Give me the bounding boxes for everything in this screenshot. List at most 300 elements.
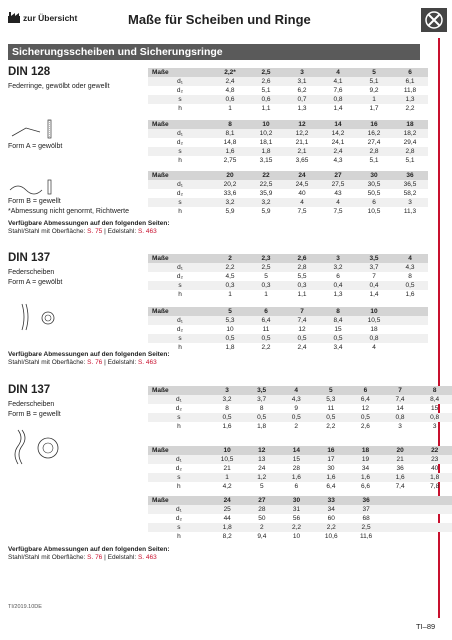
- spec-table: [148, 254, 428, 299]
- value-cell: 2: [245, 523, 280, 532]
- row-label-cell: h: [177, 423, 181, 430]
- value-cell: 5,1: [369, 157, 379, 164]
- steel-page-link[interactable]: S. 76: [87, 554, 103, 561]
- section-title: Sicherungsscheiben und Sicherungsringe: [8, 44, 420, 60]
- header-size-cell: 36: [349, 496, 384, 505]
- value-cell: 0,5: [212, 334, 248, 343]
- value-cell: 6,4: [326, 483, 336, 490]
- row-label-cell: d₂: [175, 465, 182, 472]
- value-cell: 5,9: [225, 208, 235, 215]
- row-label-cell: s: [148, 281, 212, 290]
- value-cell: 0,5: [348, 413, 383, 422]
- value-cell: 6: [336, 273, 340, 280]
- value-cell: 1,6: [314, 473, 349, 482]
- value-cell: 22,5: [248, 180, 284, 189]
- header-size-cell: 6: [392, 68, 428, 77]
- header-size-cell: 12: [284, 120, 320, 129]
- value-cell: 11,8: [403, 87, 417, 94]
- table-row: [148, 129, 428, 138]
- din-number: DIN 128: [8, 66, 51, 78]
- table-row: [148, 104, 428, 113]
- header-size-cell: 4: [392, 254, 428, 263]
- header-size-cell: 30: [279, 496, 314, 505]
- value-cell: 24,1: [331, 139, 345, 146]
- table-row: [148, 147, 428, 156]
- value-cell: 1,6: [222, 423, 232, 430]
- value-cell: 6,4: [348, 395, 383, 404]
- value-cell: 18,1: [259, 139, 273, 146]
- value-cell: 1,1: [297, 291, 307, 298]
- row-label-cell: d₁: [148, 395, 210, 404]
- value-cell: 50,5: [367, 190, 381, 197]
- value-cell: 2,4: [320, 147, 356, 156]
- value-cell: 68: [362, 515, 370, 522]
- header-size-cell: 20: [212, 171, 248, 180]
- value-cell: 34: [361, 465, 370, 472]
- value-cell: [418, 532, 452, 541]
- value-cell: 2,2: [261, 344, 271, 351]
- factory-icon: [8, 12, 20, 23]
- table-row: [148, 263, 428, 272]
- value-cell: 24: [258, 465, 266, 472]
- value-cell: 1,8: [210, 523, 245, 532]
- header-size-cell: 14: [279, 446, 314, 455]
- value-cell: 6,1: [392, 77, 428, 86]
- value-cell: 1: [228, 291, 232, 298]
- springwasher-form-a-drawing: [8, 300, 64, 334]
- value-cell: 7,4: [395, 483, 405, 490]
- value-cell: 1,4: [369, 291, 379, 298]
- value-cell: 30: [327, 465, 335, 472]
- value-cell: [392, 316, 428, 325]
- value-cell: 10,5: [210, 455, 245, 464]
- value-cell: 14,8: [223, 139, 237, 146]
- value-cell: 0,5: [279, 413, 314, 422]
- value-cell: 5,1: [261, 87, 271, 94]
- table-row: [148, 404, 452, 413]
- value-cell: 1: [356, 95, 392, 104]
- row-label-cell: s: [148, 147, 212, 156]
- value-cell: 7: [372, 273, 376, 280]
- table-row: [148, 523, 452, 532]
- value-cell: 3,2: [248, 198, 284, 207]
- springwasher-form-b-drawing: [8, 426, 64, 470]
- value-cell: 0,5: [248, 334, 284, 343]
- value-cell: 0,8: [417, 413, 452, 422]
- value-cell: 21: [223, 465, 231, 472]
- table-header-row: [148, 120, 428, 129]
- value-cell: 29,4: [403, 139, 417, 146]
- form-b-label: Form B = gewellt: [8, 198, 61, 205]
- value-cell: 8: [408, 273, 412, 280]
- value-cell: [383, 514, 417, 523]
- value-cell: 20,2: [212, 180, 248, 189]
- availability-prefix: Stahl/Stahl mit Oberfläche:: [8, 359, 88, 366]
- value-cell: 2: [294, 423, 299, 430]
- header-size-cell: 18: [392, 120, 428, 129]
- availability-prefix: Stahl/Stahl mit Oberfläche:: [8, 228, 88, 235]
- value-cell: 34: [314, 505, 349, 514]
- table-row: [148, 514, 452, 523]
- value-cell: 4,2: [222, 483, 232, 490]
- spec-table: [148, 446, 452, 491]
- value-cell: 12: [298, 326, 306, 333]
- value-cell: 28: [292, 465, 300, 472]
- stainless-page-link[interactable]: S. 463: [137, 554, 157, 561]
- value-cell: 1,8: [248, 147, 284, 156]
- value-cell: 4,3: [279, 395, 314, 404]
- value-cell: 3,2: [210, 395, 245, 404]
- value-cell: [383, 532, 417, 541]
- header-size-cell: 4: [279, 386, 314, 395]
- header-size-cell: 30: [356, 171, 392, 180]
- value-cell: 40: [298, 190, 306, 197]
- header-size-cell: 2,5: [248, 68, 284, 77]
- stainless-page-link[interactable]: S. 463: [137, 228, 157, 235]
- table-row: [148, 180, 428, 189]
- row-label-cell: d₁: [148, 77, 212, 86]
- header-size-cell: 2,2*: [212, 68, 248, 77]
- value-cell: 9: [294, 405, 299, 412]
- table-header-row: [148, 446, 452, 455]
- header-size-cell: 24: [210, 496, 245, 505]
- row-label-cell: h: [177, 483, 181, 490]
- value-cell: 6: [294, 483, 299, 490]
- value-cell: 3: [398, 423, 402, 430]
- row-label-cell: s: [148, 198, 212, 207]
- row-label-cell: h: [178, 344, 182, 351]
- header-size-cell: 16: [314, 446, 349, 455]
- value-cell: 11,3: [403, 208, 417, 215]
- value-cell: 43: [334, 190, 342, 197]
- spec-table: [148, 68, 428, 113]
- table-row: [148, 198, 428, 207]
- header-label-cell: Maße: [148, 68, 212, 77]
- back-to-overview-link[interactable]: [8, 12, 77, 23]
- table-header-row: [148, 307, 428, 316]
- availability-title: Verfügbare Abmessungen auf den folgenden Seiten:: [8, 220, 170, 227]
- table-row: [148, 455, 452, 464]
- header-size-cell: 3,5: [356, 254, 392, 263]
- value-cell: 1,6: [279, 473, 314, 482]
- value-cell: 8: [225, 405, 229, 412]
- header-label-cell: Maße: [148, 307, 212, 316]
- availability-note: [8, 351, 170, 367]
- value-cell: 1,1: [261, 105, 271, 112]
- value-cell: 10: [226, 326, 234, 333]
- value-cell: 36,5: [392, 180, 428, 189]
- row-label-cell: d₂: [175, 515, 182, 522]
- spec-table: [148, 496, 452, 541]
- header-size-cell: 33: [314, 496, 349, 505]
- header-size-cell: 6: [348, 386, 383, 395]
- value-cell: 2,6: [248, 77, 284, 86]
- value-cell: 3,1: [284, 77, 320, 86]
- header-size-cell: [418, 496, 452, 505]
- value-cell: 5,9: [261, 208, 271, 215]
- din-description: Federscheiben: [8, 401, 55, 408]
- value-cell: 1,3: [297, 105, 307, 112]
- value-cell: 7,6: [333, 87, 343, 94]
- value-cell: 27,4: [367, 139, 381, 146]
- value-cell: 12: [361, 405, 370, 412]
- row-label-cell: d₁: [148, 455, 210, 464]
- value-cell: 4: [372, 344, 376, 351]
- spec-table: [148, 307, 428, 352]
- row-label-cell: d₁: [148, 263, 212, 272]
- value-cell: 1,2: [244, 473, 279, 482]
- table-row: [148, 505, 452, 514]
- value-cell: 23: [417, 455, 452, 464]
- availability-title: Verfügbare Abmessungen auf den folgenden Seiten:: [8, 546, 170, 553]
- availability-prefix: Stahl/Stahl mit Oberfläche:: [8, 554, 88, 561]
- value-cell: 9,2: [369, 87, 379, 94]
- value-cell: 1,6: [348, 473, 383, 482]
- availability-mid: | Edelstahl:: [102, 359, 138, 366]
- value-cell: 8: [259, 405, 264, 412]
- row-label-cell: h: [178, 208, 182, 215]
- header-size-cell: 14: [320, 120, 356, 129]
- row-label-cell: s: [148, 334, 212, 343]
- value-cell: 0,8: [383, 413, 418, 422]
- value-cell: [392, 343, 428, 352]
- value-cell: 2,8: [356, 147, 392, 156]
- table-row: [148, 413, 452, 422]
- value-cell: [383, 505, 417, 514]
- value-cell: 2,2: [314, 523, 349, 532]
- spec-table: [148, 171, 428, 216]
- table-row: [148, 77, 428, 86]
- tools-logo-icon: [421, 8, 447, 32]
- header-size-cell: 4: [320, 68, 356, 77]
- value-cell: 1: [264, 291, 268, 298]
- value-cell: 40: [431, 465, 439, 472]
- value-cell: 21,1: [295, 139, 309, 146]
- value-cell: 11: [262, 326, 270, 333]
- value-cell: 16,2: [356, 129, 392, 138]
- header-size-cell: 24: [284, 171, 320, 180]
- value-cell: 4,1: [320, 77, 356, 86]
- value-cell: 2,2: [405, 105, 415, 112]
- header-label-cell: Maße: [148, 254, 212, 263]
- value-cell: 4,5: [225, 273, 235, 280]
- value-cell: 8,4: [320, 316, 356, 325]
- value-cell: 1,7: [369, 105, 379, 112]
- value-cell: 4,3: [333, 157, 343, 164]
- value-cell: 18,2: [392, 129, 428, 138]
- steel-page-link[interactable]: S. 76: [87, 359, 103, 366]
- header-size-cell: 3: [210, 386, 245, 395]
- value-cell: 3,7: [356, 263, 392, 272]
- row-label-cell: s: [148, 473, 210, 482]
- value-cell: 1,8: [225, 344, 235, 351]
- value-cell: 6,2: [297, 87, 307, 94]
- value-cell: 7,4: [284, 316, 320, 325]
- row-label-cell: d₁: [148, 129, 212, 138]
- value-cell: 0,5: [284, 334, 320, 343]
- page-header: [0, 0, 452, 40]
- value-cell: 1,4: [333, 105, 343, 112]
- header-size-cell: 7: [383, 386, 418, 395]
- document-code: TI/2019.10DE: [8, 604, 42, 610]
- value-cell: 0,5: [314, 413, 349, 422]
- value-cell: 10,5: [367, 208, 381, 215]
- table-row: [148, 334, 428, 343]
- header-size-cell: [383, 496, 417, 505]
- value-cell: 13: [244, 455, 279, 464]
- value-cell: 15: [334, 326, 342, 333]
- form-a-label: Form A = gewölbt: [8, 143, 63, 150]
- header-label-cell: Maße: [148, 120, 212, 129]
- value-cell: 0,5: [392, 281, 428, 290]
- row-label-cell: d₂: [176, 190, 184, 197]
- value-cell: 1: [228, 105, 232, 112]
- value-cell: 4,8: [225, 87, 235, 94]
- value-cell: 3: [392, 198, 428, 207]
- table-row: [148, 156, 428, 165]
- header-size-cell: [392, 307, 428, 316]
- value-cell: 25: [210, 505, 245, 514]
- table-row: [148, 532, 452, 541]
- value-cell: 10,2: [248, 129, 284, 138]
- value-cell: 12,2: [284, 129, 320, 138]
- value-cell: 4: [320, 198, 356, 207]
- header-size-cell: 18: [348, 446, 383, 455]
- value-cell: 2,8: [392, 147, 428, 156]
- value-cell: 1,6: [405, 291, 415, 298]
- row-label-cell: d₂: [176, 139, 184, 146]
- value-cell: 5: [259, 483, 264, 490]
- row-label-cell: s: [148, 413, 210, 422]
- value-cell: 2,1: [284, 147, 320, 156]
- steel-page-link[interactable]: S. 75: [87, 228, 103, 235]
- value-cell: 2,5: [248, 263, 284, 272]
- value-cell: 15: [279, 455, 314, 464]
- table-row: [148, 422, 452, 431]
- value-cell: 1,8: [257, 423, 267, 430]
- table-row: [148, 482, 452, 491]
- form-b-label: Form B = gewellt: [8, 411, 61, 418]
- stainless-page-link[interactable]: S. 463: [137, 359, 157, 366]
- value-cell: 60: [327, 515, 335, 522]
- value-cell: 5,1: [356, 77, 392, 86]
- table-row: [148, 86, 428, 95]
- value-cell: 2,5: [349, 523, 384, 532]
- row-label-cell: d₂: [175, 405, 182, 412]
- value-cell: [392, 334, 428, 343]
- table-row: [148, 473, 452, 482]
- value-cell: 36: [396, 465, 404, 472]
- value-cell: 2,4: [297, 344, 307, 351]
- header-size-cell: 8: [417, 386, 452, 395]
- value-cell: 0,8: [356, 334, 392, 343]
- value-cell: 10: [292, 533, 301, 540]
- value-cell: 10,6: [324, 533, 338, 540]
- header-size-cell: 6: [248, 307, 284, 316]
- row-label-cell: s: [148, 523, 210, 532]
- value-cell: 7,5: [297, 208, 307, 215]
- value-cell: 6,4: [248, 316, 284, 325]
- spec-table: [148, 120, 428, 165]
- form-a-label: Form A = gewölbt: [8, 279, 63, 286]
- table-row: [148, 95, 428, 104]
- availability-note: [8, 546, 170, 562]
- value-cell: 0,3: [284, 281, 320, 290]
- back-label: zur Übersicht: [23, 12, 78, 23]
- value-cell: 7,4: [383, 395, 418, 404]
- value-cell: 3,7: [244, 395, 279, 404]
- value-cell: 3,2: [212, 198, 248, 207]
- header-size-cell: 2,3: [248, 254, 284, 263]
- value-cell: 5: [264, 273, 268, 280]
- table-row: [148, 138, 428, 147]
- note-text: *Abmessung nicht genormt, Richtwerte: [8, 208, 129, 215]
- value-cell: 7,5: [333, 208, 343, 215]
- din128-block: [8, 66, 110, 92]
- table-header-row: [148, 386, 452, 395]
- value-cell: 19: [348, 455, 383, 464]
- value-cell: 1,6: [383, 473, 418, 482]
- header-label-cell: Maße: [148, 446, 210, 455]
- value-cell: 15: [431, 405, 439, 412]
- din-number: DIN 137: [8, 252, 51, 264]
- row-label-cell: d₁: [148, 316, 212, 325]
- availability-note: [8, 220, 170, 236]
- value-cell: 35,9: [259, 190, 273, 197]
- table-header-row: [148, 254, 428, 263]
- value-cell: 3,2: [320, 263, 356, 272]
- value-cell: 27,5: [320, 180, 356, 189]
- value-cell: 9,4: [257, 533, 267, 540]
- value-cell: 2,2: [279, 523, 314, 532]
- header-size-cell: 10: [210, 446, 245, 455]
- value-cell: 2,4: [212, 77, 248, 86]
- value-cell: 3,4: [333, 344, 343, 351]
- header-size-cell: 3: [284, 68, 320, 77]
- header-size-cell: 3: [320, 254, 356, 263]
- value-cell: 58,2: [403, 190, 417, 197]
- value-cell: 10,5: [356, 316, 392, 325]
- din137b-block: [8, 384, 61, 420]
- table-header-row: [148, 496, 452, 505]
- value-cell: 2,6: [360, 423, 370, 430]
- value-cell: 8,1: [212, 129, 248, 138]
- header-size-cell: 5: [314, 386, 349, 395]
- value-cell: 7,8: [430, 483, 440, 490]
- value-cell: 6: [356, 198, 392, 207]
- table-row: [148, 343, 428, 352]
- value-cell: 4,3: [392, 263, 428, 272]
- value-cell: 31: [279, 505, 314, 514]
- header-size-cell: 5: [356, 68, 392, 77]
- row-label-cell: d₁: [148, 180, 212, 189]
- value-cell: 1,8: [417, 473, 452, 482]
- value-cell: 0,4: [320, 281, 356, 290]
- header-size-cell: 22: [248, 171, 284, 180]
- value-cell: 8,4: [417, 395, 452, 404]
- value-cell: [392, 325, 428, 334]
- value-cell: 30,5: [356, 180, 392, 189]
- table-row: [148, 290, 428, 299]
- header-size-cell: 10: [248, 120, 284, 129]
- value-cell: 11: [327, 405, 335, 412]
- value-cell: 6,6: [360, 483, 371, 490]
- header-size-cell: 3,5: [244, 386, 279, 395]
- table-row: [148, 272, 428, 281]
- spec-table: [148, 386, 452, 431]
- value-cell: 1,3: [392, 95, 428, 104]
- row-label-cell: h: [177, 533, 181, 540]
